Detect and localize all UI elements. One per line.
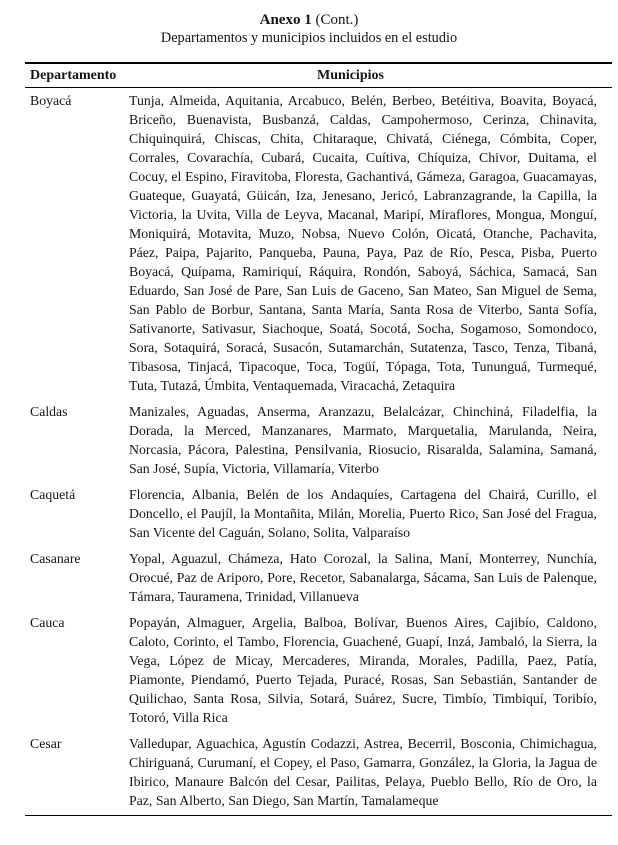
table-header-row: [25, 64, 612, 88]
department-name: Casanare: [30, 551, 81, 566]
municipios-list: Tunja, Almeida, Aquitania, Arcabuco, Belén, Berbeo, Betéitiva, Boavita, Boyacá, Briceño, Buenavista, Busbanzá, Caldas, Campohermoso, Cerinza, Chinavita, Chiquinquirá, Chiscas, Chita, Chitaraque, Chivatá, Ciénega, Cómbita, Coper, Corrales, Covarachía, Cubará, Cucaita, Cuítiva, Chíquiza, Chivor, Duitama, el Cocuy, el Espino, Firavitoba, Floresta, Gachantivá, Gámeza, Garagoa, Guacamayas, Guateque, Guayatá, Güicán, Iza, Jenesano, Jericó, Labranzagrande, la Capilla, la Victoria, la Uvita, Villa de Leyva, Macanal, Maripí, Miraflores, Mongua, Monguí, Moniquirá, Motavita, Muzo, Nobsa, Nuevo Colón, Oicatá, Otanche, Pachavita, Páez, Paipa, Pajarito, Panqueba, Pauna, Paya, Paz de Río, Pesca, Pisba, Puerto Boyacá, Quípama, Ramiriquí, Ráquira, Rondón, Saboyá, Sáchica, Samacá, San Eduardo, San José de Pare, San Luis de Gaceno, San Mateo, San Miguel de Sema, San Pablo de Borbur, Santana, Santa María, Santa Rosa de Viterbo, Santa Sofía, Sativanorte, Sativasur, Siachoque, Soatá, Socotá, Socha, Sogamoso, Somondoco, Sora, Sotaquirá, Soracá, Susacón, Sutamarchán, Sutatenza, Tasco, Tenza, Tibaná, Tibasosa, Tinjacá, Tipacoque, Toca, Togüí, Tópaga, Tota, Tununguá, Turmequé, Tuta, Tutazá, Úmbita, Ventaquemada, Viracachá, Zetaquira: [129, 93, 597, 393]
table-row: [25, 89, 612, 400]
departments-table: [25, 62, 612, 816]
municipios-list: Popayán, Almaguer, Argelia, Balboa, Bolívar, Buenos Aires, Cajibío, Caldono, Caloto, Corinto, el Tambo, Florencia, Guachené, Guapí, Inzá, Jambaló, la Sierra, la Vega, López de Micay, Mercaderes, Miranda, Morales, Padilla, Paez, Patía, Piamonte, Piendamó, Puerto Tejada, Puracé, Rosas, San Sebastián, Santander de Quilichao, Santa Rosa, Silvia, Sotará, Suárez, Sucre, Timbío, Timbiquí, Toribío, Totoró, Villa Rica: [129, 615, 597, 725]
table-row: [25, 547, 612, 611]
department-name: Cauca: [30, 615, 65, 630]
table-row: [25, 611, 612, 732]
department-name: Cesar: [30, 736, 62, 751]
column-header-municipios: Municipios: [317, 68, 384, 83]
municipios-list: Yopal, Aguazul, Chámeza, Hato Corozal, la Salina, Maní, Monterrey, Nunchía, Orocué, Paz de Ariporo, Pore, Recetor, Sabanalarga, Sácama, San Luis de Palenque, Támara, Tauramena, Trinidad, Villanueva: [129, 551, 597, 604]
table-row: [25, 732, 612, 815]
table-row: [25, 400, 612, 483]
municipios-list: Florencia, Albania, Belén de los Andaquíes, Cartagena del Chairá, Curillo, el Doncello, el Paujíl, la Montañita, Milán, Morelia, Puerto Rico, San José del Fragua, San Vicente del Caguán, Solano, Solita, Valparaíso: [129, 487, 597, 540]
page-subtitle: Departamentos y municipios incluidos en el estudio: [160, 30, 458, 46]
department-name: Boyacá: [30, 93, 72, 108]
table-row: [25, 483, 612, 547]
municipios-list: Manizales, Aguadas, Anserma, Aranzazu, Belalcázar, Chinchiná, Filadelfia, la Dorada, la Merced, Manzanares, Marmato, Marquetalia, Marulanda, Neira, Norcasia, Pácora, Palestina, Pensilvania, Riosucio, Risaralda, Salamina, Samaná, San José, Supía, Victoria, Villamaría, Viterbo: [129, 404, 597, 476]
department-name: Caldas: [30, 404, 68, 419]
title-block: [0, 0, 618, 47]
municipios-list: Valledupar, Aguachica, Agustín Codazzi, Astrea, Becerril, Bosconia, Chimichagua, Chiriguaná, Curumaní, el Copey, el Paso, Gamarra, González, la Gloria, la Jagua de Ibirico, Manaure Balcón del Cesar, Pailitas, Pelaya, Pueblo Bello, Río de Oro, la Paz, San Alberto, San Diego, San Martín, Tamalameque: [129, 736, 597, 808]
column-header-departamento: Departamento: [30, 68, 117, 83]
department-name: Caquetá: [30, 487, 76, 502]
page-title-cont: (Cont.): [311, 12, 359, 28]
page-title-main: Anexo 1: [259, 12, 312, 28]
table-body: [25, 88, 612, 815]
page-title: [0, 11, 618, 29]
